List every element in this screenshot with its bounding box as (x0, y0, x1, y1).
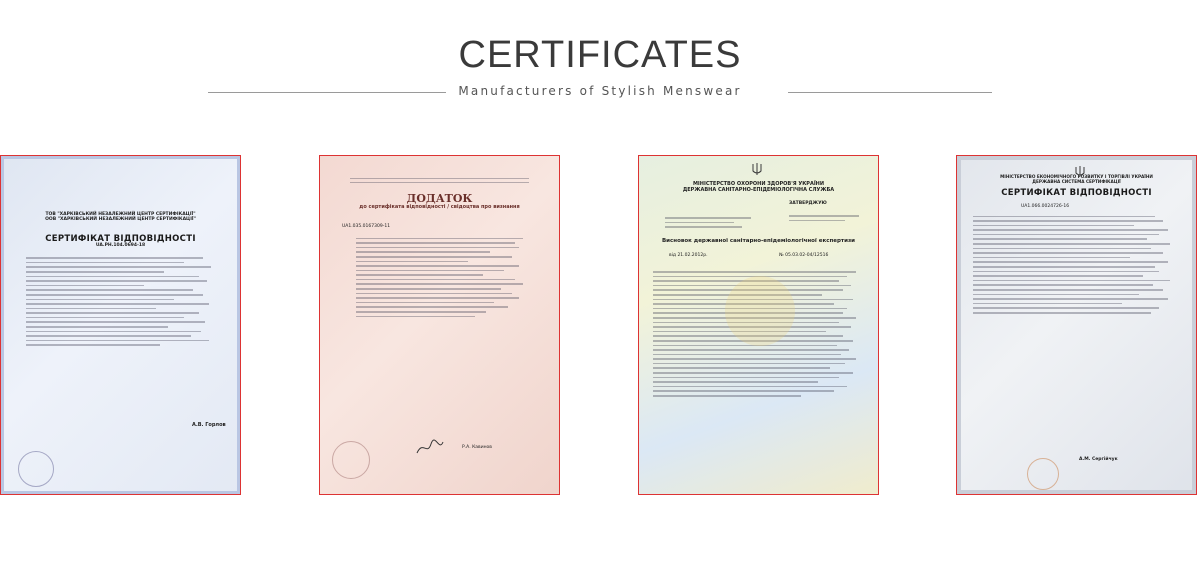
cert1-number: UA.PH.104.0694-18 (95, 243, 146, 249)
cert3-date: від 21.02.2012р. (669, 253, 708, 258)
cert2-body (356, 238, 537, 318)
certificate-card-4[interactable] (956, 155, 1197, 495)
cert2-signature: Р.А. Кавинов (462, 445, 492, 450)
cert1-seal (18, 451, 54, 487)
cert3-number: № 05.03.02-04/12516 (779, 253, 829, 258)
cert2-title: ДОДАТОК (406, 192, 473, 205)
cert4-number: UA1.066.0024726-16 (1021, 203, 1070, 209)
cert1-org-line1: ТОВ "ХАРКІВСЬКИЙ НЕЗАЛЕЖНИЙ ЦЕНТР СЕРТИФІКАЦІЇ" (45, 212, 196, 217)
cert4-title: СЕРТИФІКАТ ВІДПОВІДНОСТІ (1001, 188, 1152, 199)
cert2-seal (332, 441, 370, 479)
page-subtitle: Manufacturers of Stylish Menswear (458, 84, 742, 98)
cert3-approve-lines (789, 212, 859, 224)
certificate-card-3[interactable] (638, 155, 879, 495)
certificate-card-2[interactable] (319, 155, 560, 495)
cert2-subtitle: до сертифіката відповідності / свідоцтва про визнання (359, 204, 520, 211)
cert1-body (26, 257, 223, 346)
page-title: CERTIFICATES (458, 34, 742, 76)
cert1-title: СЕРТИФІКАТ ВІДПОВІДНОСТІ (45, 233, 196, 244)
trident-icon (751, 162, 763, 176)
cert2-signature-scribble (415, 438, 445, 452)
cert3-approve: ЗАТВЕРДЖУЮ (789, 201, 827, 206)
trident-icon (1075, 164, 1085, 176)
subtitle-row (208, 84, 992, 98)
certificate-card-1[interactable] (0, 155, 241, 495)
cert3-org-line1: МІНІСТЕРСТВО ОХОРОНИ ЗДОРОВ'Я УКРАЇНИ (692, 181, 825, 187)
cert3-watermark (725, 276, 795, 346)
cert1-signature: А.В. Горлов (192, 422, 226, 428)
cert1-org-line2: ООВ "ХАРКІВСЬКИЙ НЕЗАЛЕЖНИЙ ЦЕНТР СЕРТИФІКАЦІЇ" (45, 216, 196, 222)
cert4-signature: А.М. Сергійчук (1079, 457, 1118, 462)
cert3-org-line2: ДЕРЖАВНА САНІТАРНО-ЕПІДЕМІОЛОГІЧНА СЛУЖБА (682, 186, 835, 193)
cert3-title: Висновок державної санітарно-епідеміологічної експертизи (661, 238, 856, 244)
cert4-seal (1027, 458, 1059, 490)
cert2-number: UA1.035.0167309-11 (342, 223, 391, 229)
cert4-org-line2: ДЕРЖАВНА СИСТЕМА СЕРТИФІКАЦІЇ (1032, 178, 1121, 184)
right-divider (788, 92, 992, 93)
cert2-header-lines (350, 178, 529, 183)
cert4-body (973, 216, 1180, 314)
cert4-org-line1: МІНІСТЕРСТВО ЕКОНОМІЧНОГО РОЗВИТКУ І ТОРГІВЛІ УКРАЇНИ (1000, 174, 1153, 179)
cert3-org-stamp (665, 214, 751, 231)
